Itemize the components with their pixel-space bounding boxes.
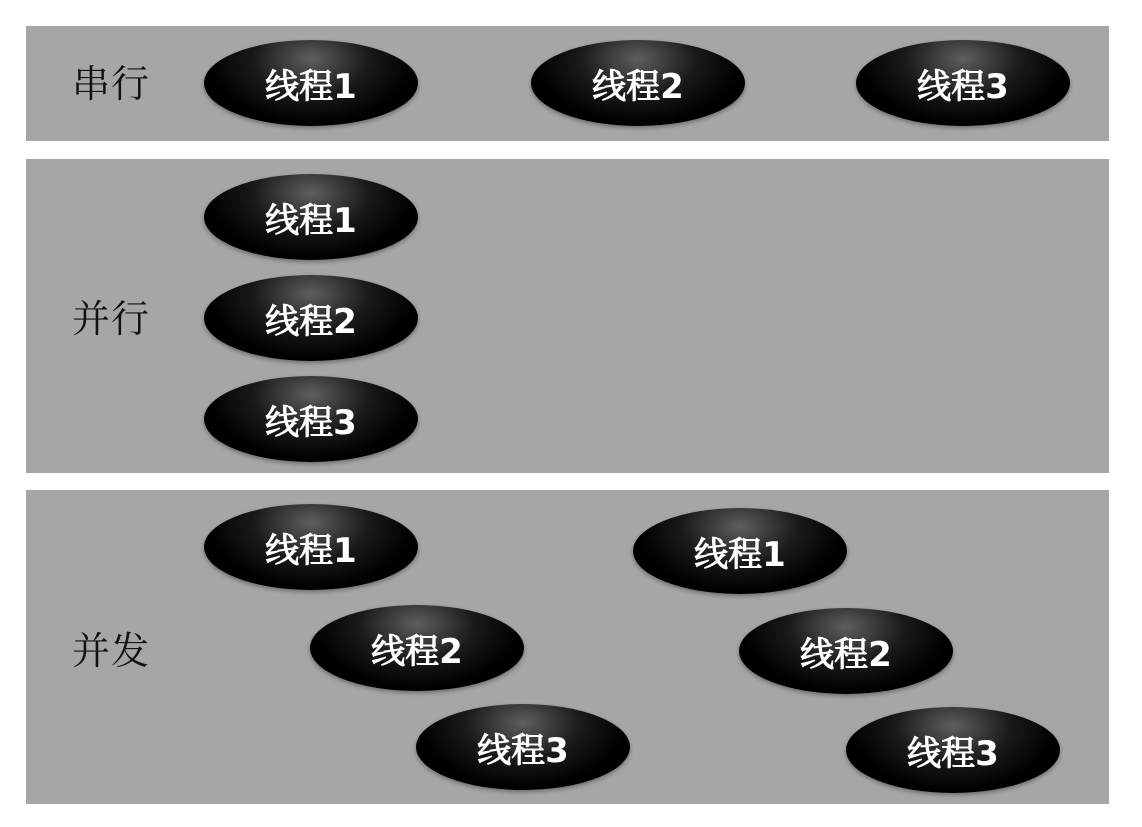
concurrent-thread-3b: 线程3 (846, 707, 1060, 793)
parallel-thread-2: 线程2 (204, 275, 418, 361)
concurrent-thread-3a: 线程3 (416, 704, 630, 790)
serial-band (26, 26, 1109, 141)
concurrent-thread-1b: 线程1 (633, 508, 847, 594)
concurrent-thread-1a: 线程1 (204, 504, 418, 590)
serial-thread-2: 线程2 (531, 40, 745, 126)
parallel-thread-1: 线程1 (204, 174, 418, 260)
serial-thread-1: 线程1 (204, 40, 418, 126)
concurrent-thread-2b: 线程2 (739, 608, 953, 694)
serial-label: 串行 (72, 62, 151, 106)
parallel-label: 并行 (72, 297, 151, 341)
concurrent-label: 并发 (72, 629, 151, 673)
concurrent-thread-2a: 线程2 (310, 605, 524, 691)
serial-thread-3: 线程3 (856, 40, 1070, 126)
parallel-thread-3: 线程3 (204, 376, 418, 462)
parallel-band (26, 159, 1109, 473)
concurrent-band (26, 490, 1109, 804)
